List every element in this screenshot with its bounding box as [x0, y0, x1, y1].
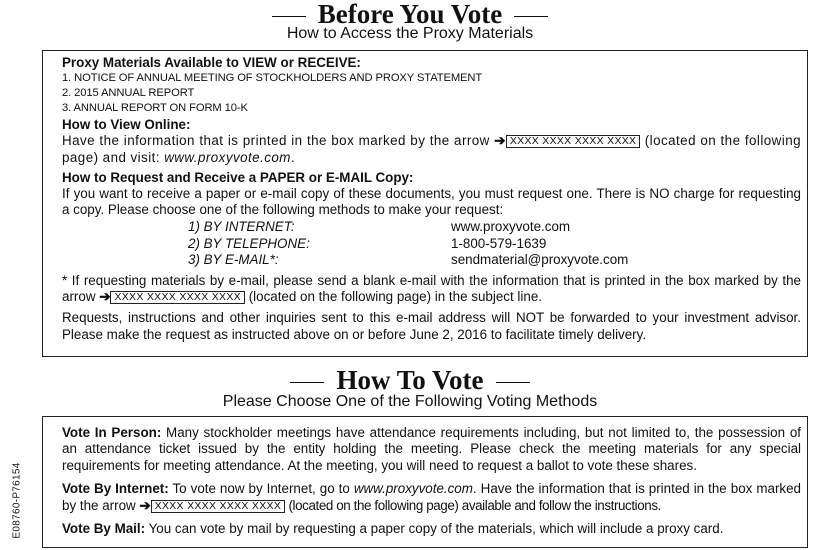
materials-item-3: 3. ANNUAL REPORT ON FORM 10-K	[62, 102, 248, 115]
arrow-icon: ➔	[99, 289, 111, 305]
control-number-box: XXXX XXXX XXXX XXXX	[151, 500, 286, 513]
proxy-materials-box	[42, 50, 808, 357]
request-methods	[62, 219, 801, 268]
vote-by-mail: Vote By Mail: You can vote by mail by requesting a paper copy of the materials, which will include a proxy card.	[62, 521, 724, 537]
title-rule-left	[272, 16, 306, 17]
view-online-text: Have the information that is printed in the box marked by the arrow ➔ XXXX XXXX XXXX XXXX (located on the following page) and visit: www.proxyvote.com.	[62, 133, 801, 165]
vote-by-internet: Vote By Internet: To vote now by Internet, go to www.proxyvote.com. Have the information that is printed in the box marked by the arrow ➔ XXXX XXXX XXXX XXXX (located on the following page) available and follow the instructions.	[62, 481, 801, 513]
vote-in-person: Vote In Person: Many stockholder meetings have attendance requirements including, but not limited to, the possession of an attendance ticket issued by the entity holding the meeting. Please check the meeting materials for any special requirements for meeting attendance. At the meeting, you will need to request a ballot to vote these shares.	[62, 425, 802, 473]
method-telephone-value[interactable]: 1-800-579-1639	[451, 235, 547, 251]
before-you-vote-heading	[0, 0, 820, 28]
document-code: E08760-P76154	[11, 462, 23, 539]
method-email: 3) BY E-MAIL*: sendmaterial@proxyvote.com	[188, 251, 629, 267]
view-online-header: How to View Online:	[62, 117, 191, 133]
before-subtitle: How to Access the Proxy Materials	[286, 25, 534, 42]
arrow-icon: ➔	[494, 133, 506, 149]
control-number-box: XXXX XXXX XXXX XXXX	[506, 135, 641, 148]
control-number-box: XXXX XXXX XXXX XXXX	[110, 291, 245, 304]
request-header: How to Request and Receive a PAPER or E-MAIL Copy:	[62, 169, 414, 185]
voting-methods-box	[42, 416, 808, 548]
request-footer: Requests, instructions and other inquiries sent to this e-mail address will NOT be forwarded to your investment advisor. Please make the request as instructed above on or before June 2, 2016 to facilitate timely delivery.	[62, 310, 801, 342]
how-subtitle: Please Choose One of the Following Voting Methods	[222, 393, 598, 410]
how-title: How To Vote	[336, 365, 484, 395]
title-rule-right	[514, 16, 548, 17]
materials-item-2: 2. 2015 ANNUAL REPORT	[62, 87, 195, 100]
arrow-icon: ➔	[139, 497, 151, 513]
title-rule-right	[496, 382, 530, 383]
email-note: * If requesting materials by e-mail, please send a blank e-mail with the information that is printed in the box marked by the arrow ➔ XXXX XXXX XXXX XXXX (located on the following page) in the subject line.	[62, 273, 801, 305]
method-telephone: 2) BY TELEPHONE: 1-800-579-1639	[188, 235, 547, 251]
how-to-vote-heading	[0, 366, 820, 394]
method-email-value[interactable]: sendmaterial@proxyvote.com	[451, 251, 629, 267]
method-internet: 1) BY INTERNET: www.proxyvote.com	[188, 219, 571, 235]
request-text: If you want to receive a paper or e-mail copy of these documents, you must request one. There is NO charge for requesting a copy. Please choose one of the following methods to make your request:	[62, 186, 801, 218]
materials-item-1: 1. NOTICE OF ANNUAL MEETING OF STOCKHOLDERS AND PROXY STATEMENT	[62, 72, 483, 85]
proxyvote-link[interactable]: www.proxyvote.com	[164, 149, 291, 165]
proxyvote-link[interactable]: www.proxyvote.com	[353, 481, 473, 497]
materials-header: Proxy Materials Available to VIEW or RECEIVE:	[62, 55, 361, 70]
title-rule-left	[290, 382, 324, 383]
before-title: Before You Vote	[317, 0, 503, 29]
method-internet-value[interactable]: www.proxyvote.com	[451, 219, 571, 235]
